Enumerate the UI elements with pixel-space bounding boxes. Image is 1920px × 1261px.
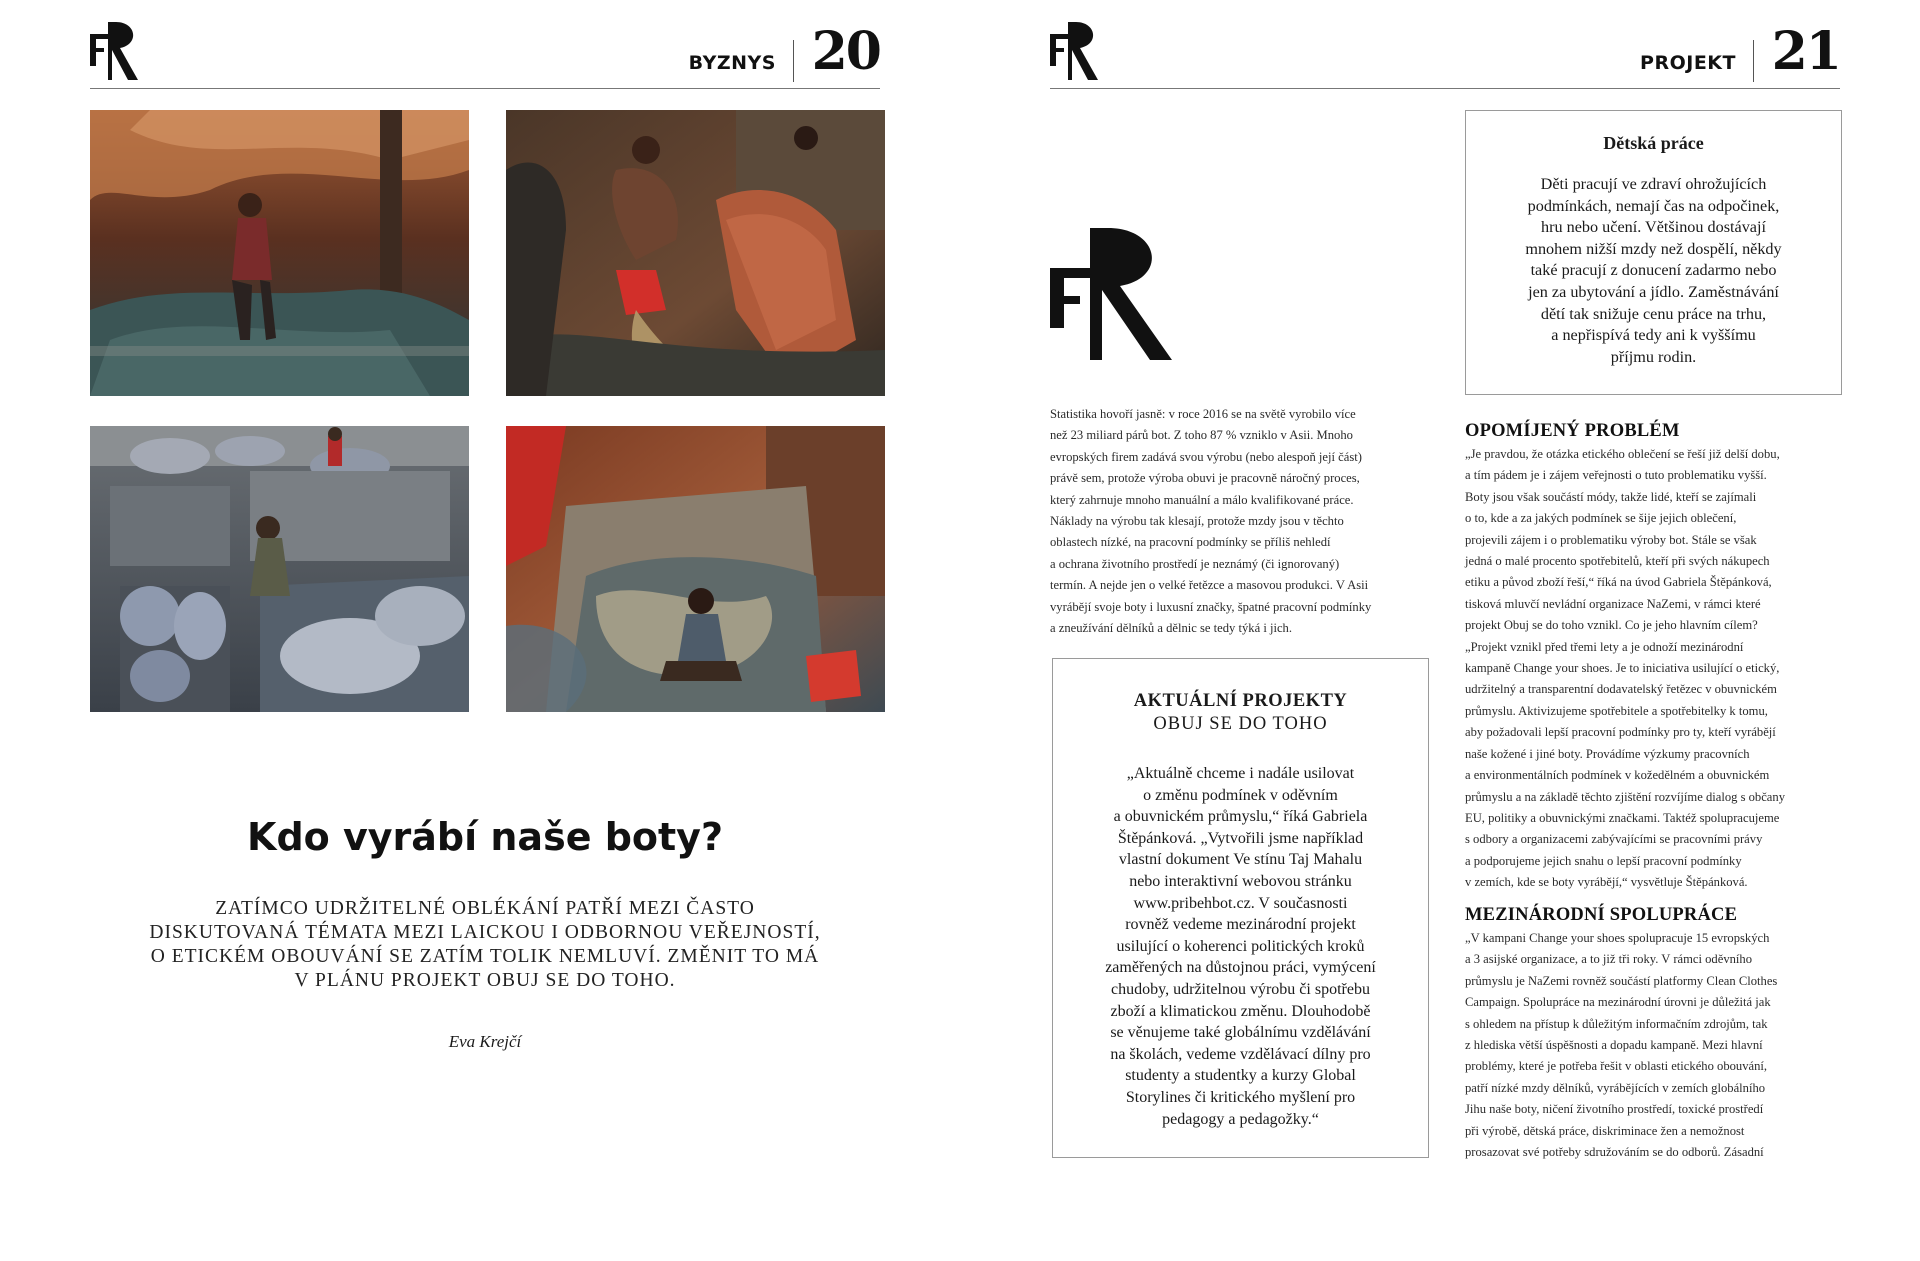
text-line: a zneužívání dělníků a dělnic se tedy týká i jich.	[1050, 621, 1292, 636]
child-labour-box	[1465, 110, 1842, 395]
child-worker-leather-vats-photo	[90, 426, 469, 712]
text-line: v zemích, kde se boty vyrábějí,“ vysvětluje Štěpánková.	[1465, 875, 1748, 890]
text-line: prosazovat své potřeby sdružováním se do odborů. Zásadní	[1465, 1145, 1764, 1160]
text-line: Boty jsou však součástí módy, takže lidé, kteří se zajímali	[1465, 489, 1757, 504]
text-line: jedná o malé procento spotřebitelů, kteří při svých nákupech	[1465, 554, 1770, 569]
text-line: zboží a klimatickou změnu. Dlouhodobě	[1110, 1002, 1371, 1020]
section-heading: OPOMÍJENÝ PROBLÉM	[1465, 421, 1680, 441]
text-line: s ohledem na přístup k důležitým informačním zdrojům, tak	[1465, 1016, 1768, 1031]
text-line: udržitelný a transparentní dodavatelský řetězec v obuvnickém	[1465, 682, 1777, 697]
text-line: jen za ubytování a jídlo. Zaměstnávání	[1528, 282, 1779, 301]
text-line: a 3 asijské organizace, a to již tři roky. V rámci oděvního	[1465, 952, 1753, 967]
text-line: chudoby, udržitelnou výrobu či spotřebu	[1111, 980, 1370, 998]
text-line: než 23 miliard párů bot. Z toho 87 % vzniklo v Asii. Mnoho	[1050, 428, 1353, 443]
text-line: tisková mluvčí nevládní organizace NaZemi, v rámci které	[1465, 596, 1761, 611]
text-line: „Je pravdou, že otázka etického oblečení se řeší již delší dobu,	[1465, 447, 1780, 461]
intro-paragraph	[1050, 404, 1430, 639]
text-line: Campaign. Spolupráce na mezinárodní úrovni je důležitá jak	[1465, 995, 1771, 1010]
text-line: usilující o koherenci politických kroků	[1116, 937, 1365, 955]
text-line: a environmentálních podmínek v kožedělném a obuvnickém	[1465, 768, 1770, 783]
text-line: zaměřených na důstojnou práci, vymýcení	[1105, 959, 1376, 977]
fr-logo-icon	[1050, 22, 1110, 82]
text-line: rovněž vedeme mezinárodní projekt	[1125, 916, 1356, 934]
text-line: nebo interaktivní webovou stránku	[1129, 872, 1352, 890]
text-line: při výrobě, dětská práce, diskriminace žen a nemožnost	[1465, 1123, 1745, 1138]
text-line: problémy, které je potřeba řešit v oblasti etického obouvání,	[1465, 1059, 1768, 1074]
box-title: Dětská práce	[1603, 133, 1704, 153]
text-line: příjmu rodin.	[1610, 347, 1697, 366]
text-line: oblastech nízké, na pracovní podmínky se příliš nehledí	[1050, 535, 1331, 550]
text-line: právě sem, protože výroba obuvi je pracovně náročný proces,	[1050, 471, 1360, 486]
section-heading: MEZINÁRODNÍ SPOLUPRÁCE	[1465, 905, 1738, 925]
text-line: evropských firem zadává svou výrobu (nebo alespoň její část)	[1050, 449, 1362, 464]
text-line: průmyslu je NaZemi rovněž součástí platformy Clean Clothes	[1465, 973, 1778, 988]
text-line: www.pribehbot.cz. V současnosti	[1133, 894, 1348, 912]
header-rule	[1050, 88, 1840, 89]
right-page	[960, 0, 1920, 1261]
text-line: mnohem nižší mzdy než dospělí, někdy	[1525, 239, 1782, 258]
text-line: hru nebo učení. Většinou dostávají	[1541, 218, 1766, 237]
text-line: patří nízké mzdy dělníků, vyrábějících v zemích globálního	[1465, 1080, 1766, 1095]
text-line: také pracují z donucení zadarmo nebo	[1530, 261, 1777, 280]
page-number: 20	[811, 21, 880, 82]
lead-line: O ETICKÉM OBOUVÁNÍ SE ZATÍM TOLIK NEMLUVÍ. ZMĚNIT TO MÁ	[150, 946, 820, 967]
child-sorting-leather-scraps-photo	[506, 426, 885, 712]
text-line: na školách, vedeme vzdělávací dílny pro	[1110, 1045, 1371, 1063]
article-author: Eva Krejčí	[448, 1032, 522, 1051]
text-line: „V kampani Change your shoes spolupracuje 15 evropských	[1465, 931, 1770, 945]
fr-logo-icon	[90, 22, 150, 82]
text-line: který zahrnuje mnoho manuální a málo kvalifikované práce.	[1050, 492, 1354, 507]
text-line: a tím pádem je i zájem veřejnosti o tuto problematiku vyšší.	[1465, 468, 1767, 483]
section-body	[1465, 444, 1845, 894]
text-line: o změnu podmínek v oděvním	[1143, 786, 1338, 804]
page-header	[90, 22, 880, 94]
text-line: o to, kde a za jakých podmínek se šije jejich oblečení,	[1465, 511, 1737, 526]
text-line: průmyslu a na základě těchto zjištění rozvíjíme dialog s občany	[1465, 789, 1785, 804]
text-line: podmínkách, nemají čas na odpočinek,	[1527, 196, 1780, 215]
text-line: Storylines či kritického myšlení pro	[1125, 1088, 1356, 1106]
page-header	[1050, 22, 1840, 94]
header-separator	[793, 40, 794, 82]
text-line: vlastní dokument Ve stínu Taj Mahalu	[1118, 851, 1363, 869]
text-line: kampaně Change your shoes. Je to iniciativa usilující o etický,	[1465, 661, 1780, 676]
text-line: naše kožené i jiné boty. Provádíme výzkumy pracovních	[1465, 746, 1750, 761]
tannery-workers-pouring-dye-photo	[506, 110, 885, 396]
article-lead	[130, 897, 840, 993]
section-body	[1465, 928, 1845, 1163]
text-line: etiku a původ zboží řeší,“ říká na úvod Gabriela Štěpánková,	[1465, 575, 1772, 590]
section-label: PROJEKT	[1640, 52, 1736, 74]
text-line: dětí tak snižuje cenu práce na trhu,	[1540, 304, 1767, 323]
text-line: a nepřispívá tedy ani k vyššímu	[1551, 326, 1756, 345]
box-body	[1500, 174, 1807, 368]
box-body	[1075, 763, 1406, 1130]
text-line: projevili zájem i o problematiku výroby bot. Stále se však	[1465, 532, 1757, 547]
text-line: termín. A nejde jen o velké řetězce a masovou produkci. V Asii	[1050, 578, 1369, 593]
current-projects-box	[1052, 658, 1429, 1158]
text-line: pedagogy a pedagožky.“	[1162, 1110, 1319, 1128]
text-line: aby požadovali lepší pracovní podmínky pro ty, kteří vyrábějí	[1465, 725, 1776, 740]
text-line: Náklady na výrobu tak klesají, protože mzdy jsou v těchto	[1050, 514, 1344, 529]
text-line: se věnujeme také globálnímu vzdělávání	[1110, 1024, 1371, 1042]
text-line: a obuvnickém průmyslu,“ říká Gabriela	[1113, 808, 1368, 826]
text-line: EU, politiky a obuvnickými značkami. Taktéž spolupracujeme	[1465, 810, 1780, 825]
text-line: Statistika hovoří jasně: v roce 2016 se na světě vyrobilo více	[1050, 407, 1356, 421]
text-line: průmyslu. Aktivizujeme spotřebitele a spotřebitelky k tomu,	[1465, 703, 1768, 718]
tannery-worker-drying-hides-photo	[90, 110, 469, 396]
header-separator	[1753, 40, 1754, 82]
text-line: s odbory a organizacemi zabývajícími se pracovními právy	[1465, 832, 1763, 847]
text-line: a podporujeme jejich snahu o lepší pracovní podmínky	[1465, 853, 1742, 868]
text-line: z hlediska větší úspěšnosti a dopadu kampaně. Mezi hlavní	[1465, 1038, 1763, 1053]
article-headline: Kdo vyrábí naše boty?	[247, 815, 723, 859]
text-line: Štěpánková. „Vytvořili jsme například	[1117, 829, 1364, 847]
fr-large-logo-icon	[1050, 228, 1180, 363]
lead-line: DISKUTOVANÁ TÉMATA MEZI LAICKOU I ODBORNOU VEŘEJNOSTÍ,	[149, 922, 821, 943]
text-line: „Projekt vznikl před třemi lety a je odnoží mezinárodní	[1465, 639, 1744, 654]
text-line: a ochrana životního prostředí je neznámý (či ignorovaný)	[1050, 556, 1340, 571]
box-subtitle: OBUJ SE DO TOHO	[1153, 714, 1328, 734]
page-number: 21	[1771, 21, 1840, 82]
lead-line: ZATÍMCO UDRŽITELNÉ OBLÉKÁNÍ PATŘÍ MEZI ČASTO	[215, 898, 755, 919]
text-line: Jihu naše boty, ničení životního prostředí, toxické prostředí	[1465, 1102, 1764, 1117]
section-label: BYZNYS	[688, 52, 776, 74]
text-line: projekt Obuj se do toho vznikl. Co je jeho hlavním cílem?	[1465, 618, 1758, 633]
text-line: „Aktuálně chceme i nadále usilovat	[1126, 765, 1355, 782]
box-title: AKTUÁLNÍ PROJEKTY	[1133, 691, 1348, 711]
text-line: vyrábějí svoje boty i luxusní značky, špatné pracovní podmínky	[1050, 599, 1372, 614]
text-line: studenty a studentky a kurzy Global	[1125, 1067, 1356, 1085]
text-line: Děti pracují ve zdraví ohrožujících	[1540, 175, 1767, 193]
header-rule	[90, 88, 880, 89]
lead-line: V PLÁNU PROJEKT OBUJ SE DO TOHO.	[294, 970, 676, 991]
